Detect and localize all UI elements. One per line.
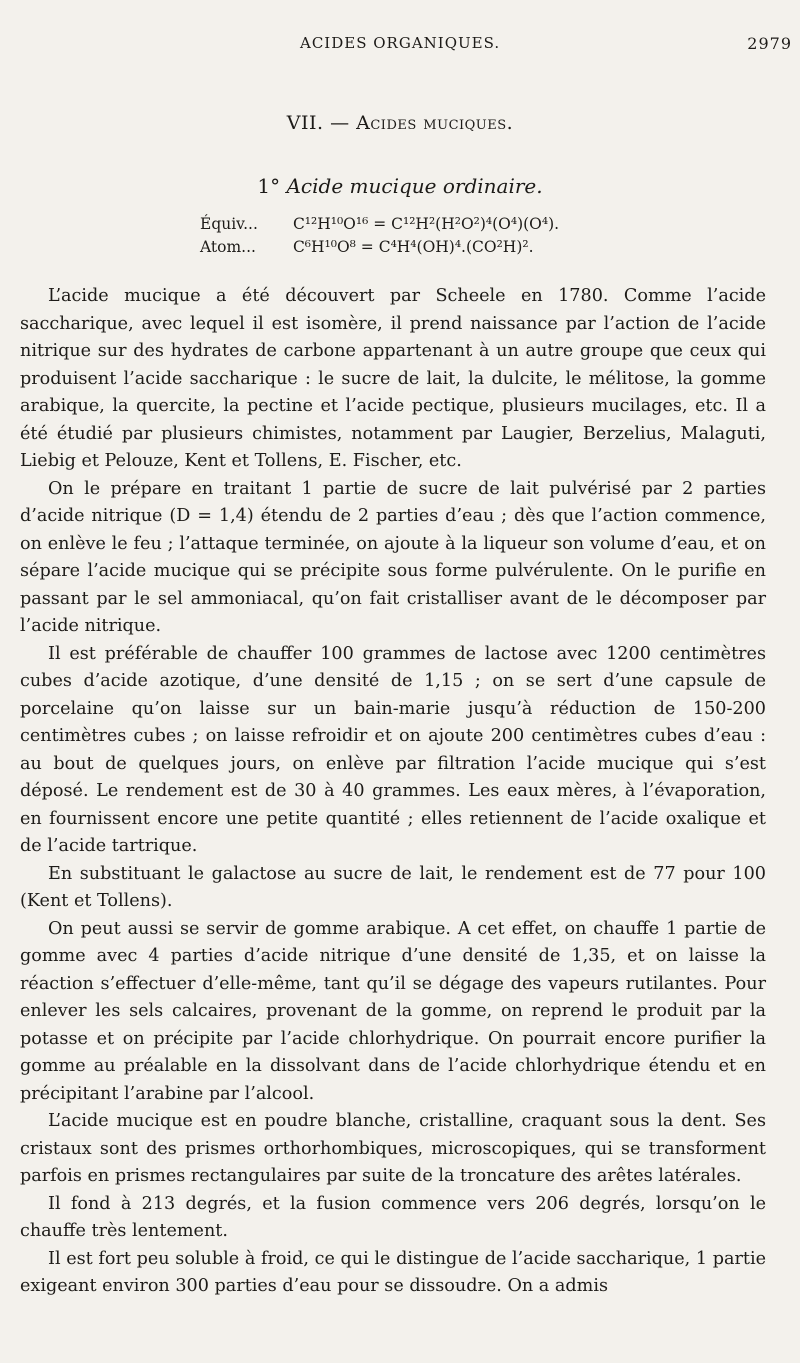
subsection-title: Acide mucique ordinaire.	[286, 174, 543, 198]
formula-value: C¹²H¹⁰O¹⁶ = C¹²H²(H²O²)⁴(O⁴)(O⁴).	[292, 215, 560, 233]
paragraph-gum-arabic: On peut aussi se servir de gomme arabique. A cet effet, on chauffe 1 partie de gomme avec 4 parties d’acide nitrique d’une densité de 1,35, et on laisse la réaction s’effectuer d’elle-même, tant qu’il se dégage des vapeurs rutilantes. Pour enlever les sels calcaires, provenant de la gomme, on reprend le produit par la potasse et on précipite par l’acide chlorhydrique. On pourrait encore purifier la gomme au préalable en la dissolvant dans de l’acide chlorhydrique étendu et en précipitant l’arabine par l’alcool.	[20, 918, 766, 1104]
formula-label: Équiv...	[200, 215, 258, 233]
paragraph-lactose-method: Il est préférable de chauffer 100 grammes de lactose avec 1200 centimètres cubes d’acide azotique, d’une densité de 1,15 ; on se sert d’une capsule de porcelaine qu’on laisse sur un bain-marie jusqu’à réduction de 150-200 centimètres cubes ; on laisse refroidir et on ajoute 200 centimètres cubes d’eau : au bout de quelques jours, on enlève par filtration l’acide mucique qui s’est déposé. Le rendement est de 30 à 40 grammes. Les eaux mères, à l’évaporation, en fournissent encore une petite quantité ; elles retiennent de l’acide oxalique et de l’acide tartrique.	[20, 643, 766, 856]
running-title: ACIDES ORGANIQUES.	[300, 34, 501, 52]
section-number: VII. —	[286, 112, 350, 134]
paragraph-melting: Il fond à 213 degrés, et la fusion commence vers 206 degrés, lorsqu’on le chauffe très lentement.	[20, 1193, 766, 1241]
formula-atomic	[200, 238, 534, 256]
section-heading	[0, 112, 800, 134]
formula-value: C⁶H¹⁰O⁸ = C⁴H⁴(OH)⁴.(CO²H)².	[292, 238, 534, 256]
paragraph-preparation: On le prépare en traitant 1 partie de sucre de lait pulvérisé par 2 parties d’acide nitrique (D = 1,4) étendu de 2 parties d’eau ; dès que l’action commence, on enlève le feu ; l’attaque terminée, on ajoute à la liqueur son volume d’eau, et on sépare l’acide mucique qui se précipite sous forme pulvérulente. On le purifie en passant par le sel ammoniacal, qu’on fait cristalliser avant de le décomposer par l’acide nitrique.	[20, 478, 766, 636]
formula-label: Atom...	[200, 238, 256, 256]
paragraph-properties: L’acide mucique est en poudre blanche, cristalline, craquant sous la dent. Ses cristaux sont des prismes orthorhombiques, microscopiques, qui se transforment parfois en prismes rectangulaires par suite de la troncature des arêtes latérales.	[20, 1111, 766, 1186]
page-number: 2979	[747, 34, 792, 53]
body-text	[20, 283, 766, 1301]
paragraph-galactose: En substituant le galactose au sucre de lait, le rendement est de 77 pour 100 (Kent et Tollens).	[20, 863, 766, 911]
paragraph-discovery: L’acide mucique a été découvert par Scheele en 1780. Comme l’acide saccharique, avec lequel il est isomère, il prend naissance par l’action de l’acide nitrique sur des hydrates de carbone appartenant à un autre groupe que ceux qui produisent l’acide saccharique : le sucre de lait, la dulcite, le mélitose, la gomme arabique, la quercite, la pectine et l’acide pectique, plusieurs mucilages, etc. Il a été étudié par plusieurs chimistes, notamment par Laugier, Berzelius, Malaguti, Liebig et Pelouze, Kent et Tollens, E. Fischer, etc.	[20, 286, 766, 471]
paragraph-solubility: Il est fort peu soluble à froid, ce qui le distingue de l’acide saccharique, 1 partie exigeant environ 300 parties d’eau pour se dissoudre. On a admis	[20, 1248, 766, 1296]
section-title: Acides muciques.	[356, 112, 514, 134]
formula-equivalent	[200, 215, 559, 233]
running-head	[0, 34, 800, 58]
subsection-number: 1°	[257, 174, 281, 198]
subsection-heading	[0, 174, 800, 198]
